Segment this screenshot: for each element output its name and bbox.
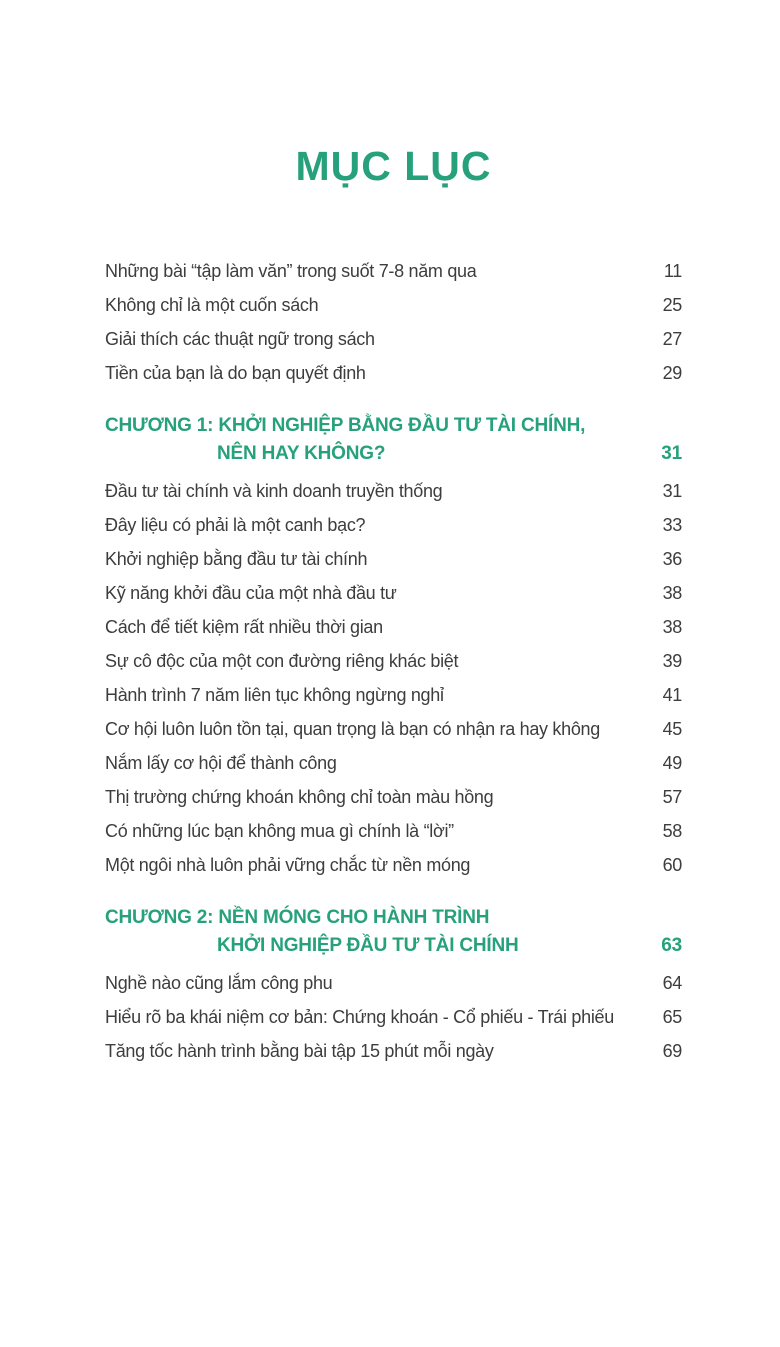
toc-entry — [105, 548, 682, 571]
toc-entry-page: 27 — [662, 329, 682, 349]
chapter-heading-lines — [105, 904, 519, 960]
toc-entry — [105, 294, 682, 317]
chapter-2-section — [105, 972, 682, 1063]
toc-entry — [105, 328, 682, 351]
toc-entry-page: 65 — [662, 1007, 682, 1027]
chapter-page-number: 63 — [661, 935, 682, 956]
chapter-2-heading — [105, 904, 682, 960]
toc-entry-label: Những bài “tập làm văn” trong suốt 7-8 năm qua — [105, 261, 477, 281]
toc-entry-page: 25 — [662, 295, 682, 315]
toc-entry-page: 45 — [662, 719, 682, 739]
toc-entry-label: Không chỉ là một cuốn sách — [105, 295, 319, 315]
toc-entry-label: Giải thích các thuật ngữ trong sách — [105, 329, 375, 349]
toc-entry-label: Đây liệu có phải là một canh bạc? — [105, 515, 366, 535]
toc-entry-label: Cơ hội luôn luôn tồn tại, quan trọng là bạn có nhận ra hay không — [105, 719, 600, 739]
toc-entry-page: 39 — [662, 651, 682, 671]
toc-entry-page: 29 — [662, 363, 682, 383]
toc-entry-label: Sự cô độc của một con đường riêng khác biệt — [105, 651, 459, 671]
toc-entry-label: Thị trường chứng khoán không chỉ toàn màu hồng — [105, 787, 494, 807]
toc-entry-label: Hành trình 7 năm liên tục không ngừng nghỉ — [105, 685, 444, 705]
page-title: MỤC LỤC — [295, 143, 492, 189]
toc-entry — [105, 854, 682, 877]
toc-entry — [105, 260, 682, 283]
chapter-heading-line1: CHƯƠNG 2: NỀN MÓNG CHO HÀNH TRÌNH — [105, 907, 490, 928]
chapter-heading-line1: CHƯƠNG 1: KHỞI NGHIỆP BẰNG ĐẦU TƯ TÀI CHÍNH, — [105, 415, 586, 436]
toc-entry-page: 69 — [662, 1041, 682, 1061]
toc-entry — [105, 514, 682, 537]
toc-entry — [105, 582, 682, 605]
toc-entry — [105, 786, 682, 809]
toc-entry — [105, 1040, 682, 1063]
chapter-1-section — [105, 480, 682, 877]
toc-entry-label: Hiểu rõ ba khái niệm cơ bản: Chứng khoán - Cổ phiếu - Trái phiếu — [105, 1007, 614, 1027]
toc-entry — [105, 1006, 682, 1029]
toc-entry-page: 60 — [662, 855, 682, 875]
toc-entry-page: 38 — [662, 583, 682, 603]
toc-entry — [105, 718, 682, 741]
toc-entry-page: 49 — [662, 753, 682, 773]
toc-entry-label: Đầu tư tài chính và kinh doanh truyền thống — [105, 481, 443, 501]
toc-page — [0, 143, 780, 1347]
toc-entry — [105, 752, 682, 775]
toc-entry-page: 11 — [663, 261, 682, 281]
toc-entry — [105, 684, 682, 707]
toc-entry-label: Có những lúc bạn không mua gì chính là “lời” — [105, 821, 454, 841]
toc-entry-page: 57 — [662, 787, 682, 807]
toc-entry-label: Tăng tốc hành trình bằng bài tập 15 phút mỗi ngày — [105, 1041, 494, 1061]
toc-entry-page: 33 — [662, 515, 682, 535]
toc-entry-label: Kỹ năng khởi đầu của một nhà đầu tư — [105, 583, 397, 603]
front-matter-section — [105, 260, 682, 385]
toc-entry-page: 31 — [662, 481, 682, 501]
chapter-page-number: 31 — [661, 443, 682, 464]
toc-entry-page: 64 — [662, 973, 682, 993]
toc-entry — [105, 362, 682, 385]
chapter-1-heading — [105, 412, 682, 468]
toc-entry-label: Nghề nào cũng lắm công phu — [105, 973, 333, 993]
chapter-heading-line2: KHỞI NGHIỆP ĐẦU TƯ TÀI CHÍNH — [217, 935, 519, 956]
toc-entry-label: Nắm lấy cơ hội để thành công — [105, 753, 337, 773]
toc-entry — [105, 650, 682, 673]
toc-entry — [105, 480, 682, 503]
toc-entry — [105, 820, 682, 843]
toc-entry — [105, 616, 682, 639]
chapter-heading-line2: NÊN HAY KHÔNG? — [217, 443, 386, 464]
toc-entry-label: Khởi nghiệp bằng đầu tư tài chính — [105, 549, 368, 569]
toc-entry-page: 38 — [662, 617, 682, 637]
chapter-heading-lines — [105, 412, 585, 468]
toc-entry-label: Cách để tiết kiệm rất nhiều thời gian — [105, 617, 383, 637]
toc-entry-label: Một ngôi nhà luôn phải vững chắc từ nền móng — [105, 855, 471, 875]
toc-entry-page: 36 — [662, 549, 682, 569]
toc-entry — [105, 972, 682, 995]
toc-entry-label: Tiền của bạn là do bạn quyết định — [105, 363, 366, 383]
toc-entry-page: 41 — [662, 685, 682, 705]
toc-entry-page: 58 — [662, 821, 682, 841]
